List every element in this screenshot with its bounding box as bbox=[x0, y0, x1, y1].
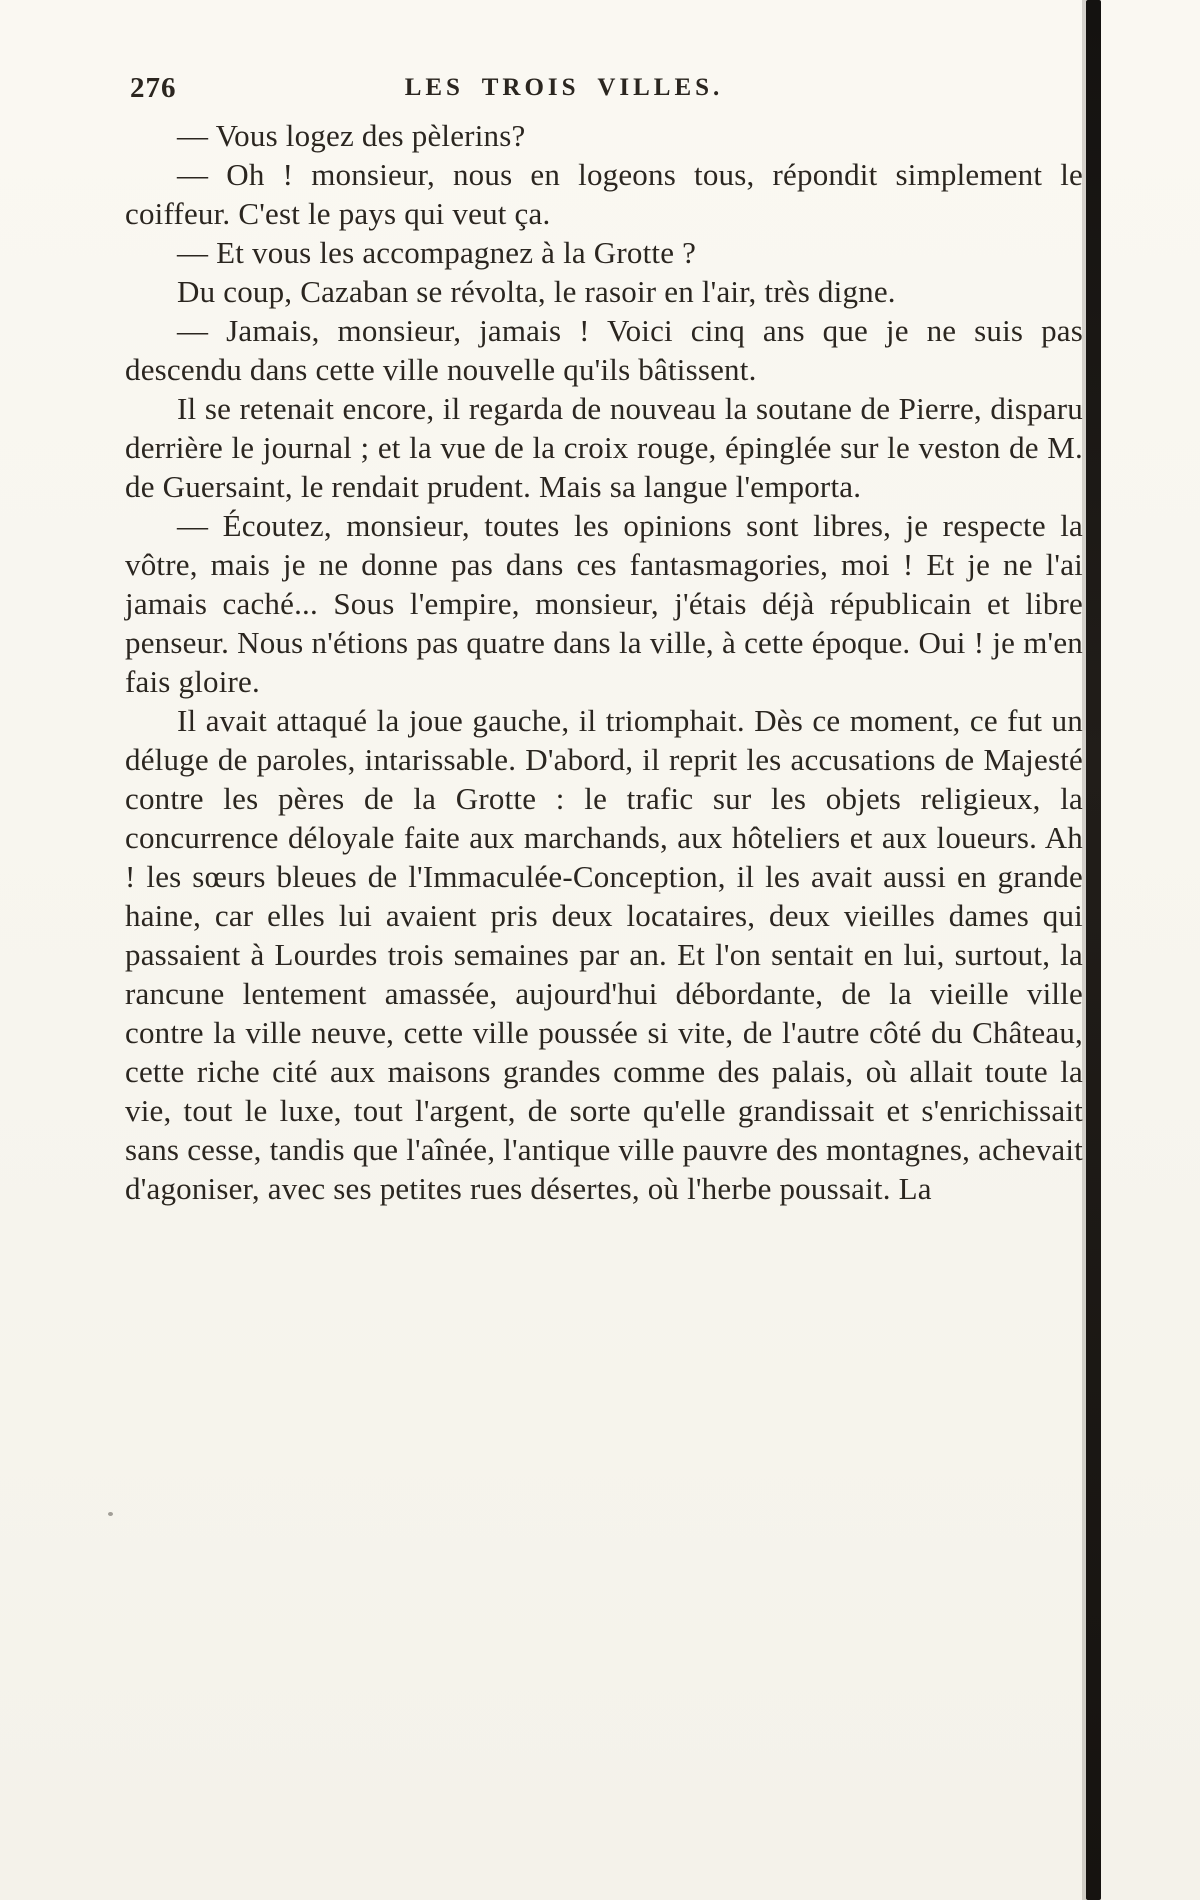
running-head bbox=[125, 66, 1083, 112]
paragraph: — Écoutez, monsieur, toutes les opinions sont libres, je respecte la vôtre, mais je ne donne pas dans ces fantasmagories, moi ! Et je ne l'ai jamais caché... Sous l'empire, monsieur, j'étais déjà républicain et libre penseur. Nous n'étions pas quatre dans la ville, à cette époque. Oui ! je m'en fais gloire. bbox=[125, 508, 1083, 699]
paragraph: Du coup, Cazaban se révolta, le rasoir en l'air, très digne. bbox=[177, 274, 896, 309]
paragraph: Il se retenait encore, il regarda de nouveau la soutane de Pierre, disparu derrière le journal ; et la vue de la croix rouge, épinglée sur le veston de M. de Guersaint, le rendait prudent. Mais sa langue l'emporta. bbox=[125, 391, 1083, 504]
scan-speck bbox=[108, 1512, 113, 1516]
paragraph: — Et vous les accompagnez à la Grotte ? bbox=[177, 235, 697, 270]
scan-binding-bar bbox=[1086, 0, 1101, 1900]
text-block bbox=[125, 116, 1083, 1208]
paragraph: — Oh ! monsieur, nous en logeons tous, répondit simplement le coiffeur. C'est le pays qui veut ça. bbox=[125, 157, 1083, 231]
paragraph: Il avait attaqué la joue gauche, il triomphait. Dès ce moment, ce fut un déluge de paroles, intarissable. D'abord, il reprit les accusations de Majesté contre les pères de la Grotte : le trafic sur les objets religieux, la concurrence déloyale faite aux marchands, aux hôteliers et aux loueurs. Ah ! les sœurs bleues de l'Immaculée-Conception, il les avait aussi en grande haine, car elles lui avaient pris deux locataires, deux vieilles dames qui passaient à Lourdes trois semaines par an. Et l'on sentait en lui, surtout, la rancune lentement amassée, aujourd'hui débordante, de la vieille ville contre la ville neuve, cette ville poussée si vite, de l'autre côté du Château, cette riche cité aux maisons grandes comme des palais, où allait toute la vie, tout le luxe, tout l'argent, de sorte qu'elle grandissait et s'enrichissait sans cesse, tandis que l'aînée, l'antique ville pauvre des montagnes, achevait d'agoniser, avec ses petites rues désertes, où l'herbe poussait. La bbox=[125, 703, 1083, 1206]
paragraph: — Jamais, monsieur, jamais ! Voici cinq ans que je ne suis pas descendu dans cette ville nouvelle qu'ils bâtissent. bbox=[125, 313, 1083, 387]
page-number: 276 bbox=[130, 72, 177, 104]
page-content bbox=[125, 66, 1083, 1208]
paragraph: — Vous logez des pèlerins? bbox=[177, 118, 526, 153]
running-title: LES TROIS VILLES. bbox=[404, 74, 724, 101]
